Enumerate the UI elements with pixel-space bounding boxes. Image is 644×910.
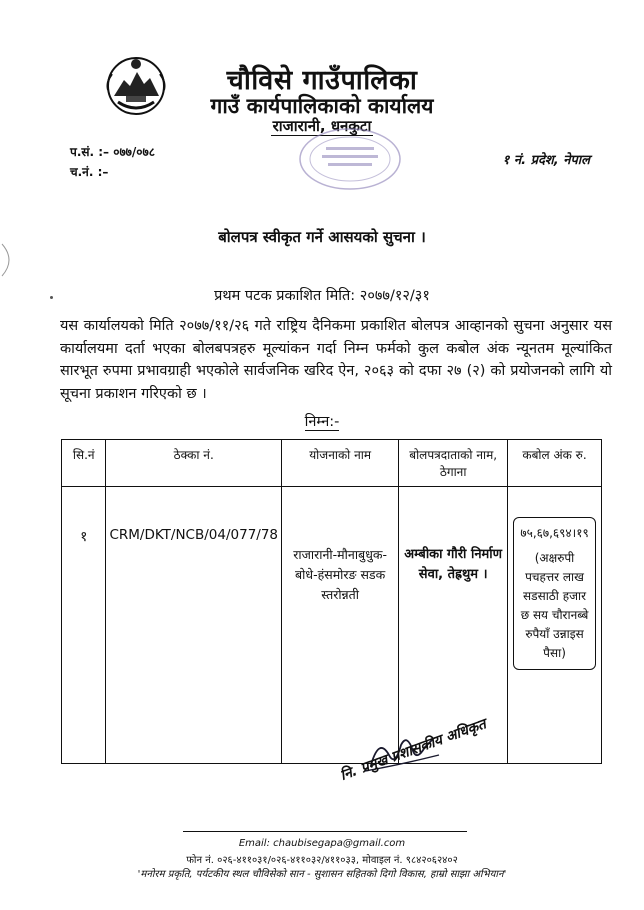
province-label: १ नं. प्रदेश, नेपाल [502, 153, 590, 168]
signatory-prefix: नि. [338, 763, 360, 785]
cell-contract-no: CRM/DKT/NCB/04/077/78 [106, 487, 282, 764]
office-name: गाउँ कार्यपालिकाको कार्यालय [210, 94, 434, 118]
amount-figure: ७५,६७,६९४।१९ [520, 526, 589, 540]
amount-box [513, 517, 596, 670]
bid-table [61, 439, 602, 764]
cell-bidder: अम्बीका गौरी निर्माण सेवा, तेह्रथुम । [399, 487, 508, 764]
reference-number: प.सं. :– ०७७/०७८ [70, 145, 156, 159]
col-header-sn: सि.नं [62, 440, 106, 487]
footer-divider [183, 831, 467, 832]
scan-speck [50, 296, 53, 299]
notice-subject: बोलपत्र स्वीकृत गर्ने आसयको सुचना । [218, 228, 426, 246]
col-header-project: योजनाको नाम [282, 440, 399, 487]
office-address: राजारानी, धनकुटा [272, 117, 372, 135]
notice-body: यस कार्यालयको मिति २०७७/११/२६ गते राष्ट्रिय दैनिकमा प्रकाशित बोलपत्र आव्हानको सुचना अनुसार यस कार्यालयमा दर्ता भएका बोलबपत्रहरु मूल्यांकन गर्दा निम्न फर्मको कुल कबोल अंक न्यूनतम मूल्यांकित सारभूत रुपमा प्रभावग्राही भएकोले सार्वजनिक खरिद ऐन, २०६३ को दफा २७ (२) को प्रयोजनको लागि यो सूचना प्रकाशन गरिएको छ । [60, 318, 612, 402]
list-heading: निम्न:- [304, 414, 340, 430]
col-header-bidder: बोलपत्रदाताको नाम, ठेगाना [399, 440, 508, 487]
footer-email: Email: chaubisegapa@gmail.com [238, 838, 406, 849]
cell-sn: १ [62, 487, 106, 764]
col-header-contract: ठेक्का नं. [106, 440, 282, 487]
org-name: चौविसे गाउँपालिका [226, 65, 418, 96]
table-row [62, 487, 602, 764]
office-stamp [296, 125, 404, 193]
col-header-amount: कबोल अंक रु. [508, 440, 602, 487]
table-header-row [62, 440, 602, 487]
footer-phone: फोन नं. ०२६-४११०३१/०२६-४११०३२/४११०३३, मोवाइल नं. ९८४२०६२४०२ [186, 855, 458, 866]
scan-margin-mark [0, 242, 18, 278]
cell-project: राजारानी-मौनाबुधुक-बोधे-हंसमोरङ सडक स्तरोन्नती [282, 487, 399, 764]
dispatch-number: च.नं. :– [70, 165, 109, 179]
signatory-designation: प्रमुख प्रशासकीय अधिकृत [358, 716, 489, 777]
amount-words: (अक्षरुपी पचहत्तर लाख सडसाठी हजार छ सय चौरानब्बे रुपैयाँ उन्नाइस पैसा) [520, 551, 589, 660]
footer-motto: 'मनोरम प्रकृति, पर्यटकीय स्थल चौविसेको सान - सुशासन सहितको दिगो विकास, हाम्रो साझा अभियान' [137, 869, 507, 880]
published-date: प्रथम पटक प्रकाशित मिति: २०७७/१२/३१ [214, 288, 430, 304]
